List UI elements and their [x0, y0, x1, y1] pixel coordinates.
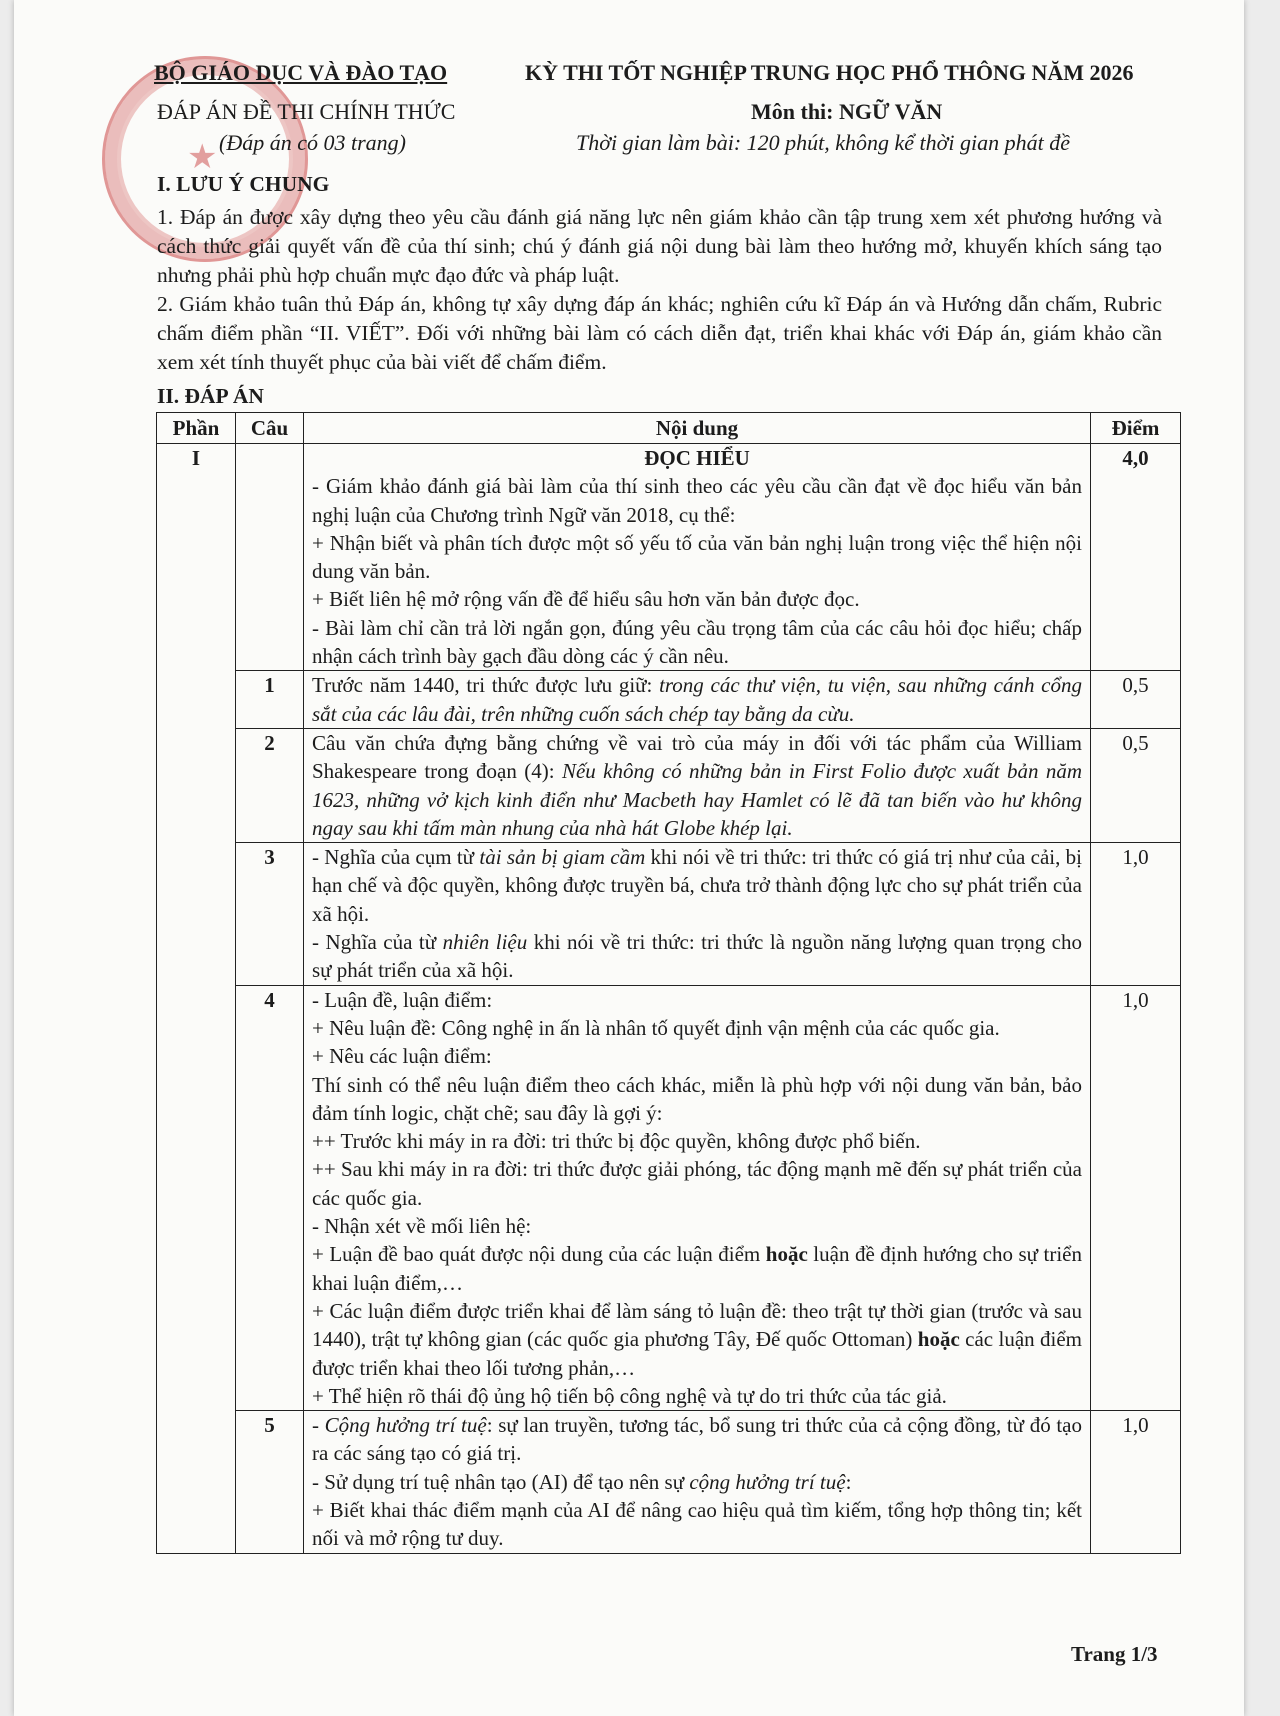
exam-title: KỲ THI TỐT NGHIỆP TRUNG HỌC PHỔ THÔNG NĂM 2026	[525, 60, 1134, 85]
question-score: 0,5	[1091, 671, 1181, 729]
section-title: ĐỌC HIỂU	[644, 446, 750, 470]
intro-line: + Biết liên hệ mở rộng vấn đề để hiểu sâu hơn văn bản được đọc.	[312, 587, 860, 612]
page-number: Trang 1/3	[1071, 1642, 1158, 1666]
time-limit-note: Thời gian làm bài: 120 phút, không kể thời gian phát đề	[576, 130, 1071, 155]
table-row	[157, 1411, 1181, 1553]
answer-content: Câu văn chứa đựng bằng chứng về vai trò của máy in đối với tác phẩm của William Shakespeare trong đoạn (4): Nếu không có những bản in First Folio được xuất bản năm 1623, những vở kịch kinh điển như Macbeth hay Hamlet có lẽ đã tan biến vào hư không ngay sau khi tấm màn nhung của nhà hát Globe khép lại.	[304, 728, 1091, 842]
general-note-2: 2. Giám khảo tuân thủ Đáp án, không tự xây dựng đáp án khác; nghiên cứu kĩ Đáp án và Hướng dẫn chấm, Rubric chấm điểm phần “II. VIẾT”. Đối với những bài làm có cách diễn đạt, triển khai khác với Đáp án, giám khảo cần xem xét tính thuyết phục của bài viết để chấm điểm.	[157, 292, 1162, 374]
column-header-content: Nội dung	[304, 413, 1091, 444]
answer-key-title: ĐÁP ÁN ĐỀ THI CHÍNH THỨC	[157, 99, 456, 124]
table-header-row	[157, 413, 1181, 444]
page-count-note: (Đáp án có 03 trang)	[219, 130, 406, 155]
table-row	[157, 444, 1181, 671]
intro-line: - Giám khảo đánh giá bài làm của thí sinh theo các yêu cầu cần đạt về đọc hiểu văn bản nghị luận của Chương trình Ngữ văn 2018, cụ thể:	[312, 474, 1082, 527]
question-number: 3	[236, 843, 304, 985]
answer-content: - Cộng hưởng trí tuệ: sự lan truyền, tương tác, bổ sung tri thức của cả cộng đồng, từ đó tạo ra các sáng tạo có giá trị. - Sử dụng trí tuệ nhân tạo (AI) để tạo nên sự cộng hưởng trí tuệ: + Biết khai thác điểm mạnh của AI để nâng cao hiệu quả tìm kiếm, tổng hợp thông tin; kết nối và mở rộng tư duy.	[304, 1411, 1091, 1553]
question-number: 2	[236, 728, 304, 842]
general-notes	[157, 203, 1162, 377]
answer-content: Trước năm 1440, tri thức được lưu giữ: trong các thư viện, tu viện, sau những cánh cổng sắt của các lâu đài, trên những cuốn sách chép tay bằng da cừu.	[304, 671, 1091, 729]
column-header-score: Điểm	[1091, 413, 1181, 444]
official-seal-stamp: ★	[102, 56, 308, 262]
question-number: 4	[236, 985, 304, 1410]
column-header-part: Phần	[157, 413, 236, 444]
table-row	[157, 985, 1181, 1410]
answer-content: - Nghĩa của cụm từ tài sản bị giam cầm khi nói về tri thức: tri thức có giá trị như của cải, bị hạn chế và độc quyền, không được truyền bá, chưa trở thành động lực cho sự phát triển của xã hội. - Nghĩa của từ nhiên liệu khi nói về tri thức: tri thức là nguồn năng lượng quan trọng cho sự phát triển của xã hội.	[304, 843, 1091, 985]
question-score: 1,0	[1091, 1411, 1181, 1553]
question-number: 1	[236, 671, 304, 729]
question-score: 0,5	[1091, 728, 1181, 842]
table-row	[157, 728, 1181, 842]
answers-heading: II. ĐÁP ÁN	[157, 384, 264, 408]
document-page	[14, 0, 1244, 1716]
question-score: 1,0	[1091, 843, 1181, 985]
exam-subject: Môn thi: NGỮ VĂN	[751, 99, 943, 124]
question-score: 1,0	[1091, 985, 1181, 1410]
general-notes-heading: I. LƯU Ý CHUNG	[157, 172, 330, 196]
column-header-question: Câu	[236, 413, 304, 444]
answer-table	[156, 412, 1181, 1554]
section-intro	[304, 444, 1091, 671]
section-score: 4,0	[1091, 444, 1181, 671]
general-note-1: 1. Đáp án được xây dựng theo yêu cầu đánh giá năng lực nên giám khảo cần tập trung xem xét phương hướng và cách thức giải quyết vấn đề của thí sinh; chú ý đánh giá nội dung bài làm theo hướng mở, khuyến khích sáng tạo nhưng phải phù hợp chuẩn mực đạo đức và pháp luật.	[157, 205, 1162, 287]
table-row	[157, 671, 1181, 729]
intro-line: - Bài làm chỉ cần trả lời ngắn gọn, đúng yêu cầu trọng tâm của các câu hỏi đọc hiểu; chấp nhận cách trình bày gạch đầu dòng các ý cần nêu.	[312, 615, 1082, 669]
table-row	[157, 843, 1181, 985]
intro-line: + Nhận biết và phân tích được một số yếu tố của văn bản nghị luận trong việc thể hiện nội dung văn bản.	[312, 530, 1082, 584]
ministry-name: BỘ GIÁO DỤC VÀ ĐÀO TẠO	[154, 60, 448, 85]
answer-content: - Luận đề, luận điểm: + Nêu luận đề: Công nghệ in ấn là nhân tố quyết định vận mệnh của các quốc gia. + Nêu các luận điểm: Thí sinh có thể nêu luận điểm theo cách khác, miễn là phù hợp với nội dung văn bản, bảo đảm tính logic, chặt chẽ; sau đây là gợi ý: ++ Trước khi máy in ra đời: tri thức bị độc quyền, không được phổ biến. ++ Sau khi máy in ra đời: tri thức được giải phóng, tác động mạnh mẽ đến sự phát triển của các quốc gia. - Nhận xét về mối liên hệ: + Luận đề bao quát được nội dung của các luận điểm hoặc luận đề định hướng cho sự triển khai luận điểm,… + Các luận điểm được triển khai để làm sáng tỏ luận đề: theo trật tự thời gian (trước và sau 1440), trật tự không gian (các quốc gia phương Tây, Đế quốc Ottoman) hoặc các luận điểm được triển khai theo lối tương phản,… + Thể hiện rõ thái độ ủng hộ tiến bộ công nghệ và tự do tri thức của tác giả.	[304, 985, 1091, 1410]
part-number: I	[157, 444, 236, 1554]
question-number: 5	[236, 1411, 304, 1553]
